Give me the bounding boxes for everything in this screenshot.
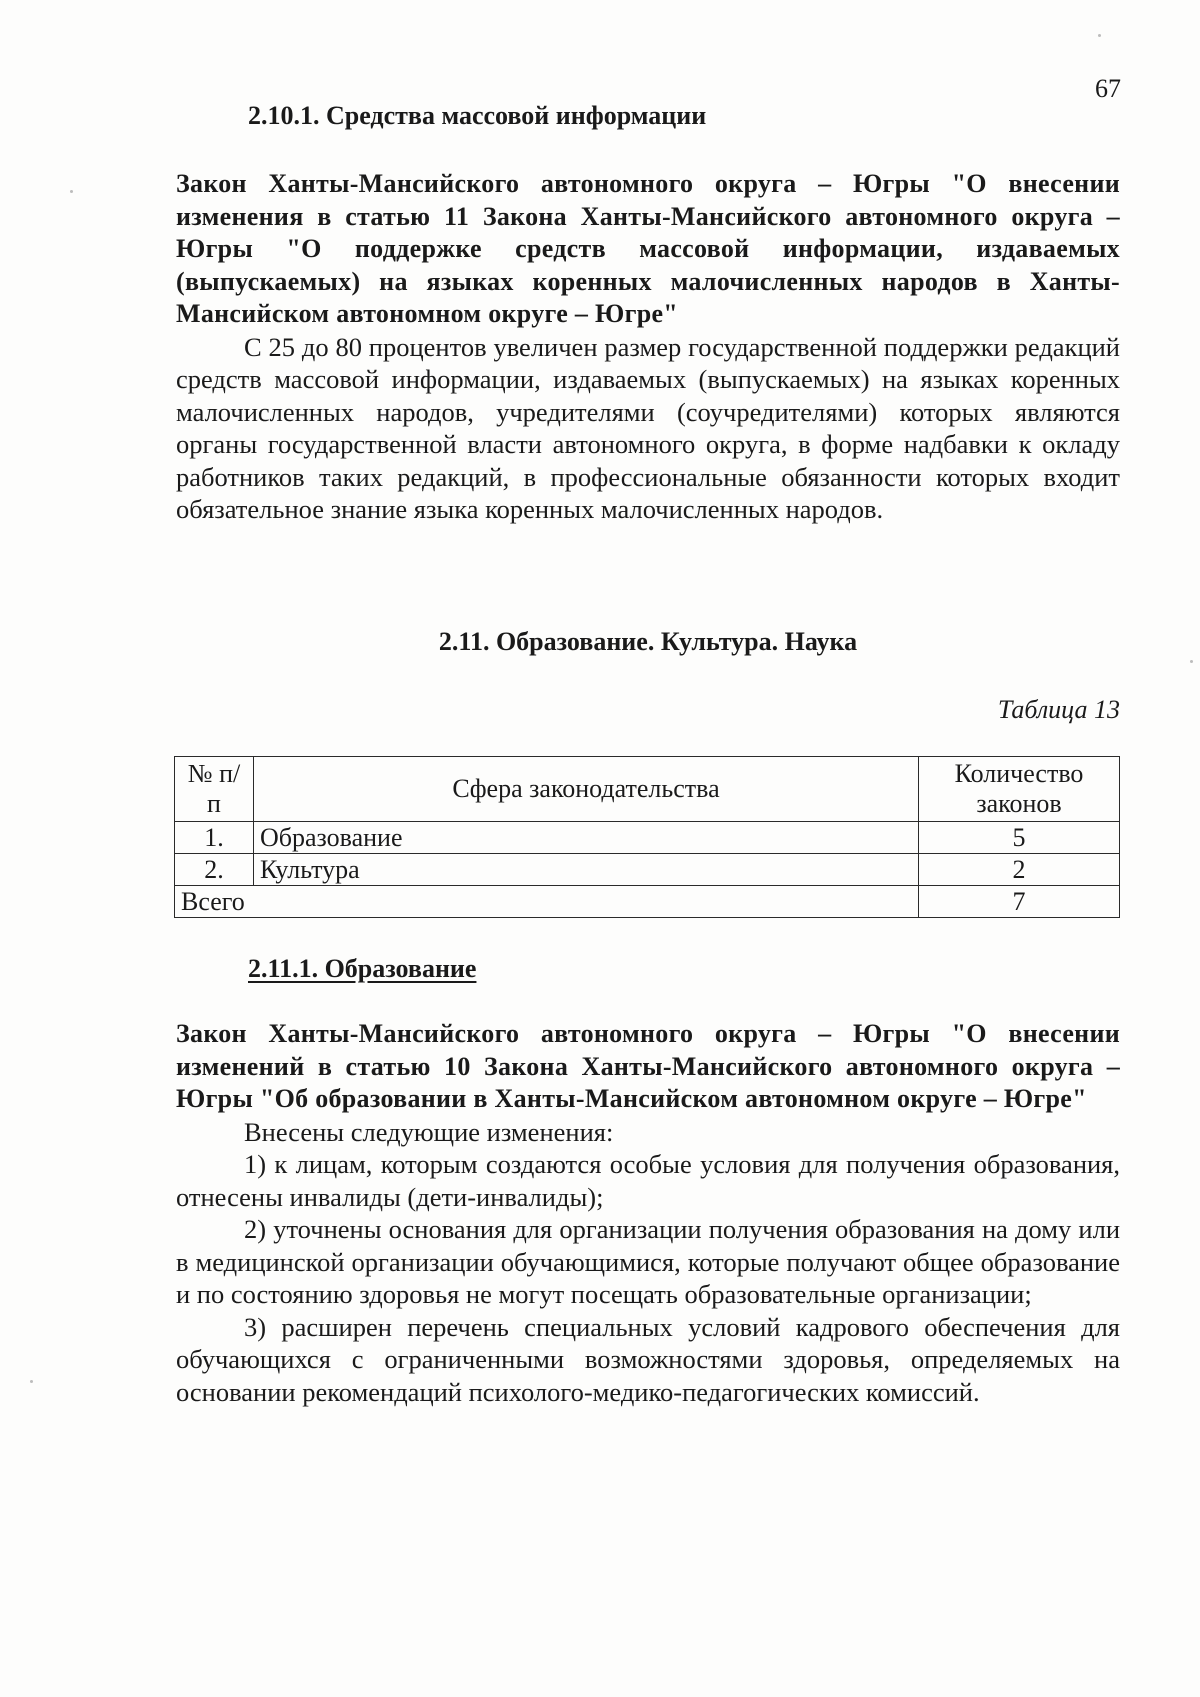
scan-speck (1098, 34, 1101, 37)
header-sphere: Сфера законодательства (254, 757, 919, 822)
row-count: 5 (919, 822, 1120, 854)
scan-speck (30, 1380, 33, 1383)
table-total-row (175, 886, 1120, 918)
page-number: 67 (1095, 74, 1121, 103)
row-sphere: Образование (254, 822, 919, 854)
row-num: 1. (175, 822, 254, 854)
mass-media-paragraph: С 25 до 80 процентов увеличен размер государственной поддержки редакций средств массовой информации, издаваемых (выпускаемых) на языках коренных малочисленных народов, учредителями (соучредителями) которых являются органы государственной власти автономного округа, в форме надбавки к окладу работников таких редакций, в профессиональные обязанности которых входит обязательное знание языка коренных малочисленных народов. (176, 331, 1120, 524)
row-sphere: Культура (254, 854, 919, 886)
scan-speck (1190, 660, 1193, 663)
header-num: № п/п (175, 757, 254, 822)
list-item: 1) к лицам, которым создаются особые условия для получения образования, отнесены инвалиды (дети-инвалиды); (176, 1149, 1120, 1212)
scan-speck (70, 190, 73, 193)
list-item: 3) расширен перечень специальных условий кадрового обеспечения для обучающихся с ограниченными возможностями здоровья, определяемых на основании рекомендаций психолого-медико-педагогических комиссий. (176, 1311, 1120, 1407)
table-row (175, 822, 1120, 854)
table-header-row (175, 757, 1120, 822)
row-num: 2. (175, 854, 254, 886)
row-count: 2 (919, 854, 1120, 886)
education-law-block (176, 1018, 1120, 1408)
header-count: Количество законов (919, 757, 1120, 822)
total-count: 7 (919, 886, 1120, 918)
table-caption: Таблица 13 (997, 695, 1120, 724)
table-row (175, 854, 1120, 886)
education-law-title: Закон Ханты-Мансийского автономного округа – Югры "О внесении изменений в статью 10 Закона Ханты-Мансийского автономного округа – Югры "Об образовании в Ханты-Мансийском автономном округе – Югре" (176, 1019, 1120, 1113)
education-intro: Внесены следующие изменения: (244, 1116, 614, 1147)
mass-media-law-block (176, 168, 1120, 526)
section-title-mass-media: 2.10.1. Средства массовой информации (248, 101, 707, 130)
total-label: Всего (175, 886, 919, 918)
mass-media-law-title: Закон Ханты-Мансийского автономного округа – Югры "О внесении изменения в статью 11 Закона Ханты-Мансийского автономного округа – Югры "О поддержке средств массовой информации, издаваемых (выпускаемых) на языках коренных малочисленных народов в Ханты-Мансийском автономном округе – Югре" (176, 169, 1120, 328)
list-item: 2) уточнены основания для организации получения образования на дому или в медицинской организации обучающимися, которые получают общее образование и по состоянию здоровья не могут посещать образовательные организации; (176, 1214, 1120, 1309)
section-title-education: 2.11.1. Образование (248, 954, 477, 983)
laws-table (174, 756, 1120, 918)
section-title-education-culture-science: 2.11. Образование. Культура. Наука (438, 627, 858, 656)
